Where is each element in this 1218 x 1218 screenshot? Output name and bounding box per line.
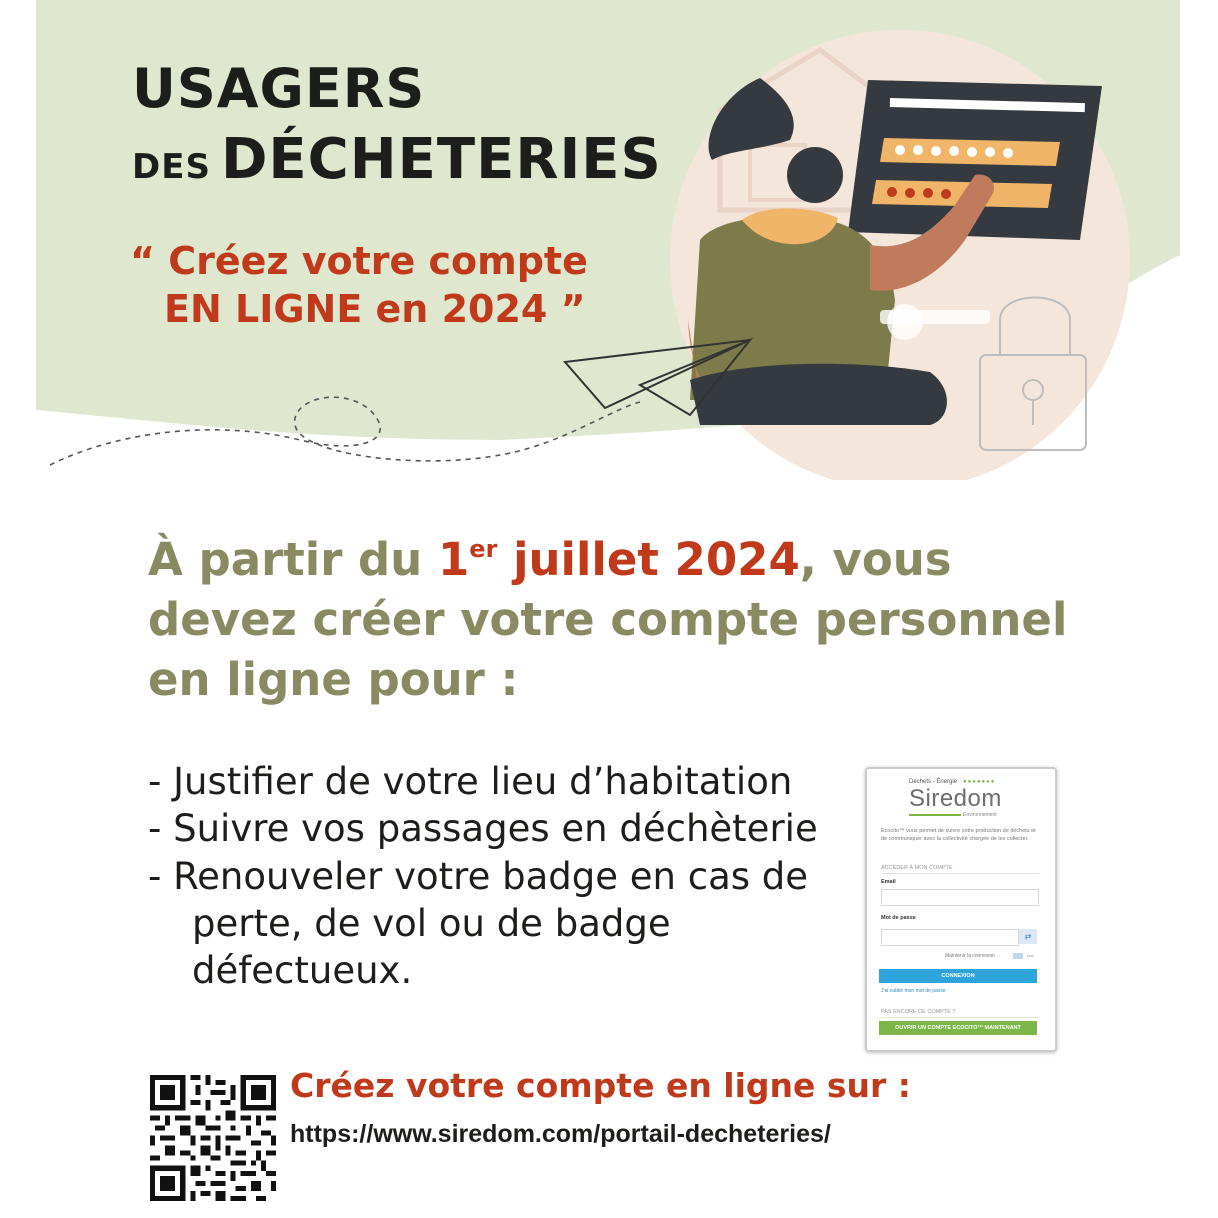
intro-date: [438, 533, 800, 586]
headline-quote: [130, 238, 588, 333]
quote-line-2: EN LIGNE en 2024 ”: [164, 286, 586, 331]
brand-underline: [909, 814, 961, 816]
divider: [881, 1017, 1039, 1018]
intro-paragraph: [148, 530, 1078, 710]
title-decheteries: [132, 127, 662, 192]
forgot-password-link[interactable]: J'ai oublié mon mot de passe: [881, 988, 946, 994]
intro-day: 1: [437, 533, 470, 586]
brand-dots: ●●●●●●●: [963, 779, 996, 785]
list-item: [148, 758, 848, 805]
intro-month-year: juillet 2024: [497, 533, 800, 586]
benefits-list: [148, 758, 848, 995]
login-description: Ecocito™ vous permet de suivre votre production de déchets et de communiquer avec la collectivité chargée de les collecter.: [881, 828, 1036, 843]
quote-line-1: “ Créez votre compte: [130, 239, 588, 283]
section-access: ACCÉDER À MON COMPTE: [881, 865, 953, 871]
section-no-account: PAS ENCORE DE COMPTE ?: [881, 1009, 956, 1015]
benefit-text-continued: perte, de vol ou de badge: [192, 902, 671, 946]
intro-prefix: À partir du: [148, 533, 438, 586]
toggle-state: Non: [1027, 953, 1035, 958]
title-decheteries-word: DÉCHETERIES: [220, 127, 662, 192]
benefit-text: - Renouveler votre badge en cas de: [148, 854, 809, 898]
benefit-text: - Suivre vos passages en déchèterie: [148, 807, 818, 851]
signup-button[interactable]: OUVRIR UN COMPTE ECOCITO™ MAINTENANT: [879, 1021, 1037, 1035]
show-password-icon[interactable]: ⇄: [1019, 929, 1037, 944]
email-label: Email: [881, 879, 896, 885]
title-usagers: USAGERS: [132, 57, 426, 120]
list-item: [148, 805, 848, 852]
brand-supertitle: Déchets - Énergie: [909, 779, 958, 785]
benefit-text: - Justifier de votre lieu d’habitation: [148, 760, 793, 803]
login-preview-card: [865, 767, 1057, 1052]
remember-toggle[interactable]: [1013, 953, 1023, 959]
list-item: [148, 853, 848, 995]
password-field[interactable]: [881, 929, 1019, 946]
email-field[interactable]: [881, 889, 1039, 906]
portal-url-link[interactable]: https://www.siredom.com/portail-decheteries/: [290, 1120, 831, 1148]
cta-text: Créez votre compte en ligne sur :: [290, 1066, 912, 1105]
intro-day-suffix: er: [469, 535, 498, 563]
title-des: DES: [132, 147, 211, 187]
brand-subtitle: Environnement: [963, 812, 997, 818]
benefit-text-continued: défectueux.: [192, 949, 413, 993]
intro-rest: , vous devez créer votre compte personnel en ligne pour :: [148, 533, 1068, 706]
qr-code-icon[interactable]: [150, 1075, 276, 1201]
login-button[interactable]: CONNEXION: [879, 969, 1037, 983]
password-label: Mot de passe: [881, 915, 916, 921]
brand-logo: Siredom: [909, 785, 1002, 812]
divider: [881, 873, 1039, 874]
hero-banner: [0, 0, 1218, 480]
remember-label: Maintenir la connexion: [945, 953, 996, 959]
